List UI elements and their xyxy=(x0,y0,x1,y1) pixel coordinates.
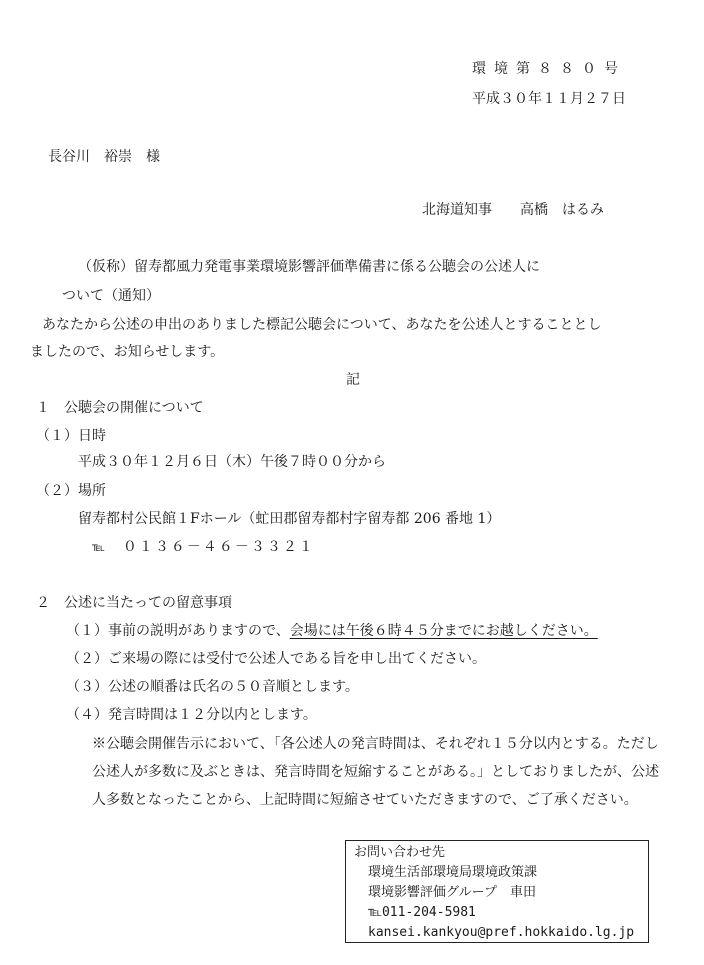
sender-name: 北海道知事 高橋 はるみ xyxy=(422,202,604,218)
section-2-title: ２ 公述に当たっての留意事項 xyxy=(36,595,232,611)
contact-phone: ℡011-204-5981 xyxy=(368,905,476,920)
remark-line-1: ※公聴会開催告示において、「各公述人の発言時間は、それぞれ１５分以内とする。ただし xyxy=(92,736,659,752)
note-1 xyxy=(66,624,598,638)
subject-line-2: ついて（通知） xyxy=(62,288,160,304)
contact-heading: お問い合わせ先 xyxy=(354,845,446,860)
document-number: 環境第８８０号 xyxy=(472,61,626,77)
contact-email[interactable]: kansei.kankyou@pref.hokkaido.lg.jp xyxy=(368,925,635,940)
document-date: 平成３０年１１月２７日 xyxy=(472,91,626,107)
recipient-name: 長谷川 裕崇 様 xyxy=(48,149,160,165)
note-4: （４）発言時間は１２分以内とします。 xyxy=(66,707,317,723)
ki-heading: 記 xyxy=(346,372,360,388)
note-1-emphasis: 会場には午後６時４５分までにお越しください。 xyxy=(289,623,598,639)
note-3: （３）公述の順番は氏名の５０音順とします。 xyxy=(66,679,359,695)
body-line-2: ましたので、お知らせします。 xyxy=(30,344,225,360)
item-1-label: （１）日時 xyxy=(36,428,106,444)
section-1-title: １ 公聴会の開催について xyxy=(36,400,204,416)
subject-line-1: （仮称）留寿都風力発電事業環境影響評価準備書に係る公聴会の公述人に xyxy=(78,259,540,275)
contact-department: 環境生活部環境局環境政策課 xyxy=(368,865,538,880)
tel-icon: ℡ xyxy=(92,540,105,554)
body-line-1: あなたから公述の申出のありました標記公聴会について、あなたを公述人とすることとし xyxy=(42,317,602,333)
tel-number: ０１３６－４６－３３２１ xyxy=(122,539,315,555)
remark-line-3: 人多数となったことから、上記時間に短縮させていただきますので、ご了承ください。 xyxy=(92,792,638,808)
item-1-value: 平成３０年１２月６日（木）午後７時００分から xyxy=(78,454,386,470)
contact-box xyxy=(345,840,649,943)
item-2-label: （２）場所 xyxy=(36,483,106,499)
item-2-value: 留寿都村公民館１Fホール（虻田郡留寿都村字留寿都 206 番地 1） xyxy=(78,511,501,527)
note-2: （２）ご来場の際には受付で公述人である旨を申し出てください。 xyxy=(66,651,486,667)
contact-group: 環境影響評価グループ 車田 xyxy=(368,885,536,900)
note-1-text: （１）事前の説明がありますので、 xyxy=(66,623,290,639)
tel-row xyxy=(92,540,315,554)
remark-line-2: 公述人が多数に及ぶときは、発言時間を短縮することがある。」としておりましたが、公述 xyxy=(92,764,659,780)
